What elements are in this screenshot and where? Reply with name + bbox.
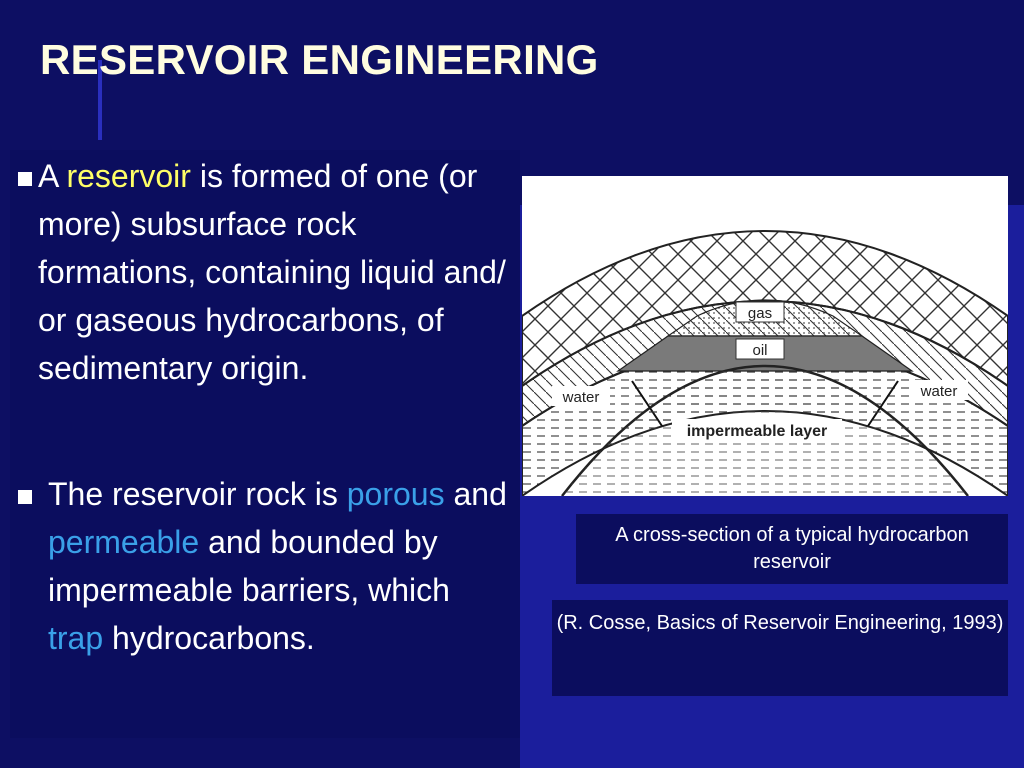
reservoir-cross-section-figure xyxy=(522,176,1008,496)
bullet-text xyxy=(18,470,513,662)
oil-label: oil xyxy=(752,342,768,359)
bullet-text-part: is formed of one (or more) subsurface rock formations, containing liquid and/ or gaseous hydrocarbons, of sedimentary origin. xyxy=(38,158,506,386)
bullet-text-part: and xyxy=(444,476,507,512)
bullet-text xyxy=(18,152,513,392)
figure-caption: A cross-section of a typical hydrocarbon reservoir xyxy=(576,514,1008,584)
keyword-porous: porous xyxy=(346,476,445,512)
figure-citation: (R. Cosse, Basics of Reservoir Engineering, 1993) xyxy=(552,600,1008,696)
gas-label: gas xyxy=(747,305,773,322)
keyword-reservoir: reservoir xyxy=(66,158,191,194)
bullet-square-icon xyxy=(18,490,32,504)
bullet-reservoir-rock xyxy=(18,470,513,662)
keyword-permeable: permeable xyxy=(48,524,200,560)
bullet-reservoir-definition xyxy=(18,152,513,392)
bullet-text-part: and bounded by impermeable barriers, which xyxy=(48,524,450,608)
bullet-text-part: hydrocarbons. xyxy=(103,620,315,656)
bullet-text-part: A xyxy=(38,158,67,194)
slide-title: RESERVOIR ENGINEERING xyxy=(40,36,599,83)
cross-section-diagram xyxy=(522,176,1008,496)
water-left-label: water xyxy=(562,389,600,406)
bullet-text-part: The reservoir rock is xyxy=(48,476,347,512)
water-right-label: water xyxy=(920,383,958,400)
bullet-square-icon xyxy=(18,172,32,186)
keyword-trap: trap xyxy=(48,620,104,656)
impermeable-layer-label: impermeable layer xyxy=(686,423,828,440)
